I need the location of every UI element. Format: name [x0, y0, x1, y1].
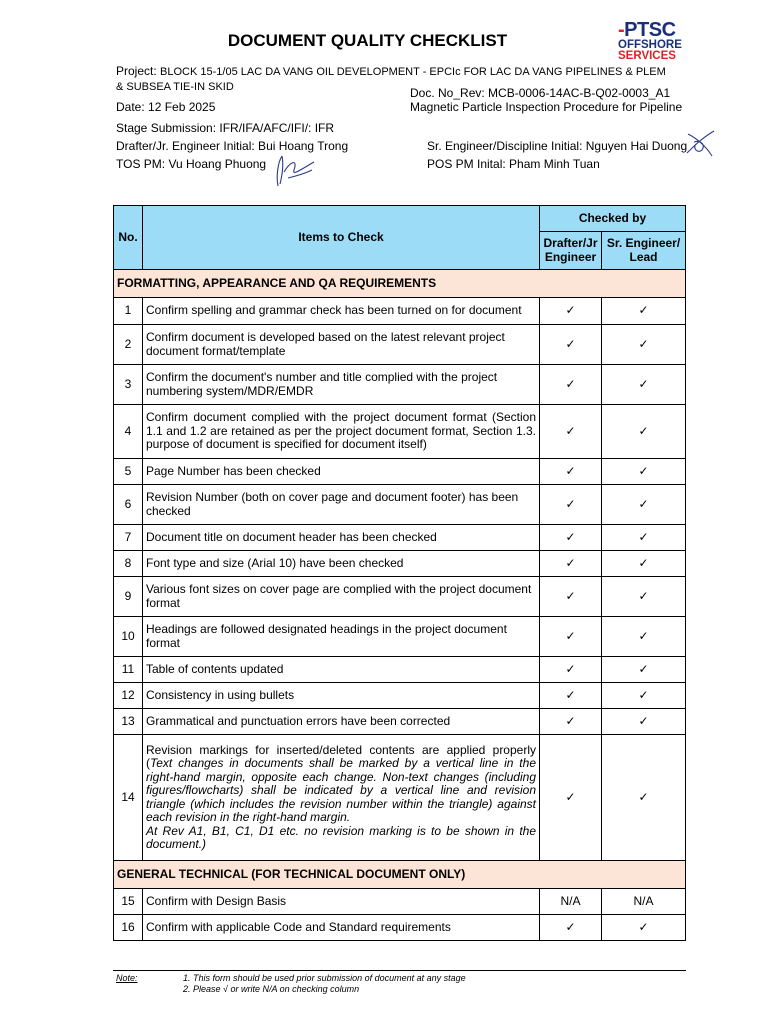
checklist-table: [113, 205, 686, 941]
section-general-technical: GENERAL TECHNICAL (FOR TECHNICAL DOCUMENT ONLY): [114, 861, 686, 889]
table-row: 8 Font type and size (Arial 10) have been checked ✓ ✓: [114, 551, 686, 577]
table-row: 13 Grammatical and punctuation errors have been corrected ✓ ✓: [114, 709, 686, 735]
col-header-checked-by: Checked by: [540, 206, 686, 232]
sr-engineer-initial: Sr. Engineer/Discipline Initial: Nguyen Hai Duong: [427, 139, 688, 153]
doc-title: Magnetic Particle Inspection Procedure for Pipeline: [410, 100, 683, 114]
drafter-initial: Drafter/Jr. Engineer Initial: Bui Hoang Trong: [116, 139, 349, 153]
table-row: 16 Confirm with applicable Code and Standard requirements ✓ ✓: [114, 915, 686, 941]
project-value: BLOCK 15-1/05 LAC DA VANG OIL DEVELOPMENT - EPCIc FOR LAC DA VANG PIPELINES & PLEM & SUBSEA TIE-IN SKID: [116, 66, 666, 93]
table-row: 12 Consistency in using bullets ✓ ✓: [114, 683, 686, 709]
logo-offshore: OFFSHORE: [618, 39, 682, 51]
table-row: 10 Headings are followed designated headings in the project document format ✓ ✓: [114, 617, 686, 657]
logo-services: SERVICES: [618, 50, 676, 62]
doc-number: Doc. No_Rev: MCB-0006-14AC-B-Q02-0003_A1: [410, 86, 671, 100]
logo-dash: -: [618, 19, 625, 41]
table-row: 11 Table of contents updated ✓ ✓: [114, 657, 686, 683]
pos-pm: POS PM Inital: Pham Minh Tuan: [427, 157, 600, 171]
note-line-1: 1. This form should be used prior submission of document at any stage: [183, 973, 466, 983]
table-row: 2 Confirm document is developed based on the latest relevant project document format/template ✓ ✓: [114, 325, 686, 365]
table-row: 4 Confirm document complied with the project document format (Section 1.1 and 1.2 are retained as per the project document format, Section 1.3. purpose of document is specified for document itself) ✓ ✓: [114, 405, 686, 459]
note-line-2: 2. Please √ or write N/A on checking column: [183, 984, 360, 994]
section-formatting: FORMATTING, APPEARANCE AND QA REQUIREMENTS: [114, 270, 686, 298]
table-row: 14 Revision markings for inserted/deleted contents are applied properly (Text changes in documents shall be marked by a vertical line in the right-hand margin, opposite each change. Non-text changes (including figures/flowcharts) shall be indicated by a vertical line and revision triangle (which includes the revision number within the triangle) against each revision in the right-hand margin. At Rev A1, B1, C1, D1 etc. no revision marking is to be shown in the document.) ✓ ✓: [114, 735, 686, 861]
page-title: DOCUMENT QUALITY CHECKLIST: [227, 31, 508, 50]
table-row: 3 Confirm the document's number and title complied with the project numbering system/MDR/EMDR ✓ ✓: [114, 365, 686, 405]
col-header-drafter: Drafter/Jr Engineer: [540, 232, 602, 270]
table-row: 9 Various font sizes on cover page are complied with the project document format ✓ ✓: [114, 577, 686, 617]
table-row: 5 Page Number has been checked ✓ ✓: [114, 459, 686, 485]
sr-engineer-signature: [684, 128, 718, 158]
col-header-sr-engineer: Sr. Engineer/ Lead: [602, 232, 686, 270]
ptsc-logo: [618, 20, 688, 62]
logo-ptsc: PTSC: [624, 19, 676, 41]
tos-pm: TOS PM: Vu Hoang Phuong: [116, 157, 267, 171]
col-header-items: Items to Check: [143, 206, 540, 270]
table-row: 6 Revision Number (both on cover page and document footer) has been checked ✓ ✓: [114, 485, 686, 525]
note-divider: [113, 970, 686, 971]
tos-pm-signature: [270, 148, 318, 190]
date-field: Date: 12 Feb 2025: [116, 100, 216, 114]
table-row: 15 Confirm with Design Basis N/A N/A: [114, 889, 686, 915]
table-row: 1 Confirm spelling and grammar check has been turned on for document ✓ ✓: [114, 298, 686, 325]
stage-submission: Stage Submission: IFR/IFA/AFC/IFI/: IFR: [116, 121, 335, 135]
note-label: Note:: [116, 973, 138, 983]
table-row: 7 Document title on document header has been checked ✓ ✓: [114, 525, 686, 551]
project-label: Project:: [116, 64, 157, 78]
col-header-no: No.: [114, 206, 143, 270]
